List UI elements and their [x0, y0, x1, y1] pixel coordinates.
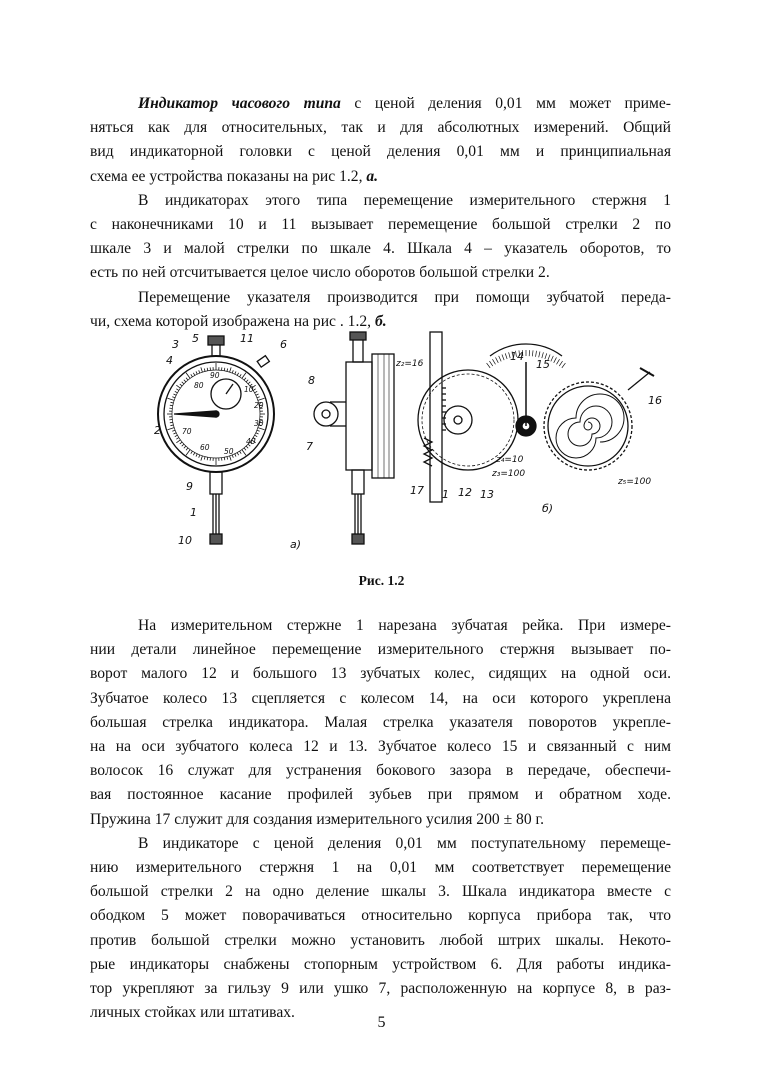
dial-tick — [232, 370, 233, 373]
dial-tick — [175, 391, 178, 392]
dial-tick — [242, 450, 246, 456]
dial-tick — [246, 380, 248, 382]
text-line: шкале 3 и малой стрелки по шкале 4. Шкала 4 – указатель оборотов, то — [90, 240, 671, 258]
scale-tick — [539, 351, 540, 357]
dial-tick — [173, 433, 176, 434]
svg-text:5: 5 — [192, 332, 199, 345]
dial-tick — [224, 368, 225, 371]
paragraph-3 — [90, 286, 671, 334]
dial-tick — [255, 391, 258, 392]
dial-tick — [248, 382, 250, 384]
dial-tick — [170, 422, 173, 423]
dial-tick — [244, 448, 246, 450]
svg-text:15: 15 — [536, 358, 550, 371]
big-pointer — [174, 411, 216, 417]
paragraph-2 — [90, 189, 671, 286]
dial-tick — [172, 430, 175, 431]
dial-tick — [186, 378, 188, 380]
dial-tick — [175, 435, 178, 436]
dial-tick — [204, 368, 205, 371]
dial-tick — [172, 397, 175, 398]
svg-text:6: 6 — [280, 338, 287, 351]
dial-tick — [237, 373, 238, 376]
svg-text:z₄=10: z₄=10 — [496, 455, 524, 465]
figure-ref: а. — [366, 167, 379, 185]
scale-tick — [562, 363, 566, 368]
dial-tick — [230, 456, 232, 461]
scale-tick — [487, 363, 491, 368]
scale-tick — [557, 359, 560, 364]
text-line: с наконечниками 10 и 11 вызывает перемещение большой стрелки 2 по — [90, 216, 671, 234]
dial-tick — [237, 453, 238, 456]
svg-text:z₅=100: z₅=100 — [618, 477, 652, 487]
svg-text:а): а) — [290, 538, 302, 551]
svg-text:б): б) — [542, 502, 554, 515]
dial-tick — [176, 385, 180, 388]
text-line: нии детали линейное перемещение измерительного стержня вызывает по- — [90, 641, 671, 659]
dial-tick — [246, 446, 248, 448]
svg-text:30: 30 — [254, 419, 264, 428]
paragraph-intro — [90, 92, 671, 189]
scale-tick — [532, 350, 533, 356]
text-line: Перемещение указателя производится при помощи зубчатой переда- — [138, 288, 671, 306]
text-line: вид индикаторной головки с ценой деления 0,01 мм и принципиальная — [90, 143, 671, 161]
dial-tick — [186, 450, 190, 456]
term-bold-italic: Индикатор часового типа — [138, 95, 341, 112]
paragraph-4 — [90, 614, 671, 832]
dial-tick — [230, 367, 232, 372]
scale-tick — [499, 356, 501, 361]
dial-tick — [204, 457, 205, 460]
svg-text:10: 10 — [244, 385, 254, 394]
text-line: против большой стрелки можно установить любой штрих шкалы. Некото- — [90, 931, 671, 949]
dial-tick — [191, 374, 193, 377]
svg-text:70: 70 — [182, 427, 192, 436]
text-line: Индикатор часового типа с ценой деления 0,01 мм может приме- — [138, 95, 671, 112]
dial-tick — [176, 438, 179, 440]
figure-ref: б. — [374, 312, 387, 330]
figure-caption: Рис. 1.2 — [358, 573, 405, 588]
svg-text:3: 3 — [172, 338, 179, 351]
dial-tick — [191, 451, 193, 454]
dial-tick — [193, 453, 194, 456]
svg-text:2: 2 — [154, 424, 161, 437]
svg-text:20: 20 — [254, 401, 264, 410]
dial-indicator-side-view — [314, 332, 394, 544]
dial-tick — [199, 370, 200, 373]
dial-tick — [184, 380, 186, 382]
scale-tick — [551, 356, 553, 361]
stop-device — [257, 356, 269, 367]
text-line: большая стрелка индикатора. Малая стрелка указателя поворотов укрепле- — [90, 713, 671, 731]
dial-tick — [240, 374, 242, 377]
dial-tick — [180, 384, 182, 386]
figure-labels — [154, 332, 662, 551]
svg-text:50: 50 — [224, 447, 234, 456]
text-line: няться как для относительных, так и для абсолютных измерений. Общий — [90, 119, 671, 137]
text-line: нию измерительного стержня 1 на 0,01 мм соответствует перемещение — [90, 859, 671, 877]
text-line: на на оси зубчатого колеса 12 и 13. Зубчатое колесо 15 и связанный с ним — [90, 738, 671, 756]
svg-text:90: 90 — [210, 371, 220, 380]
text-line: большой стрелки 2 на одно деление шкалы 3. Шкала индикатора вместе с — [90, 883, 671, 901]
dial-tick — [199, 455, 200, 458]
text-line: тор укрепляют за гильзу 9 или ушко 7, расположенную на корпусе 8, в раз- — [90, 980, 671, 998]
svg-text:1: 1 — [190, 506, 197, 519]
svg-text:7: 7 — [306, 440, 313, 453]
text-line: схема ее устройства показаны на рис 1.2, а. — [90, 167, 379, 185]
dial-tick — [256, 433, 259, 434]
dial-tick — [176, 440, 180, 443]
svg-text:z₃=100: z₃=100 — [492, 469, 526, 479]
dial-tick — [207, 368, 208, 371]
dial-tick — [240, 451, 242, 454]
scale-tick — [505, 353, 507, 359]
dial-tick — [176, 389, 179, 391]
svg-text:40: 40 — [246, 437, 256, 446]
svg-text:10: 10 — [178, 534, 192, 547]
dial-tick — [201, 456, 203, 461]
text-line: В индикаторе с ценой деления 0,01 мм поступательному перемеще- — [138, 834, 671, 852]
dial-tick — [224, 457, 225, 460]
svg-text:8: 8 — [308, 374, 315, 387]
text-block-top — [90, 92, 671, 334]
dial-tick — [184, 446, 186, 448]
svg-text:16: 16 — [648, 394, 662, 407]
dial-tick — [227, 457, 228, 460]
dial-tick — [186, 448, 188, 450]
svg-text:11: 11 — [240, 332, 254, 345]
text-line: На измерительном стержне 1 нарезана зубчатая рейка. При измере- — [138, 617, 671, 634]
scale-tick — [492, 359, 495, 364]
paragraph-5 — [90, 832, 671, 1026]
svg-text:80: 80 — [194, 381, 204, 390]
dial-tick — [182, 444, 184, 446]
figure-indicator-drawing — [140, 328, 660, 556]
text-line: вая постоянное касание профилей зубьев при прямом и обратном ходе. — [90, 786, 671, 804]
page-number: 5 — [377, 1014, 386, 1031]
svg-text:12: 12 — [458, 486, 472, 499]
dial-tick — [182, 382, 184, 384]
dial-tick — [193, 373, 194, 376]
scale-tick — [559, 361, 562, 366]
dial-tick — [256, 394, 259, 395]
dial-indicator-front-view — [158, 336, 274, 544]
dial-tick — [167, 428, 174, 430]
dial-tick — [196, 371, 197, 374]
text-line: Зубчатое колесо 13 сцепляется с колесом 14, на оси которого укреплена — [90, 689, 671, 707]
text-line: чи, схема которой изображена на рис . 1.2, б. — [90, 312, 387, 330]
dial-tick — [242, 373, 246, 379]
dial-tick — [257, 397, 260, 398]
dial-tick — [196, 454, 197, 457]
dial-tick — [257, 430, 260, 431]
svg-text:4: 4 — [166, 354, 173, 367]
svg-text:14: 14 — [510, 350, 524, 363]
svg-text:9: 9 — [186, 480, 193, 493]
text-line: В индикаторах этого типа перемещение измерительного стержня 1 — [138, 191, 671, 209]
text-line: волосок 16 служат для устранения бокового зазора в передаче, обеспечи- — [90, 762, 671, 780]
dial-tick — [167, 398, 174, 400]
dial-tick — [207, 457, 208, 460]
scale-tick — [496, 357, 499, 362]
svg-text:17: 17 — [410, 484, 424, 497]
scale-tick — [489, 361, 492, 366]
dial-tick — [186, 373, 190, 379]
dial-tick — [170, 405, 173, 406]
svg-text:60: 60 — [200, 443, 210, 452]
dial-tick — [173, 394, 176, 395]
dial-tick — [201, 367, 203, 372]
text-line: ободком 5 может поворачиваться относительно корпуса прибора так, что — [90, 907, 671, 925]
text-line: есть по ней отсчитывается целое число оборотов большой стрелки 2. — [90, 264, 550, 282]
dial-tick — [244, 378, 246, 380]
dial-tick — [170, 402, 173, 403]
svg-text:z₂=16: z₂=16 — [396, 359, 424, 369]
dial-tick — [235, 454, 236, 457]
scale-tick — [536, 351, 537, 357]
text-block-bottom — [90, 614, 671, 1025]
text-line: Пружина 17 служит для создания измерительного усилия 200 ± 80 г. — [90, 810, 545, 828]
dial-tick — [170, 425, 173, 426]
svg-text:1: 1 — [442, 488, 449, 501]
text-line: рые индикаторы снабжены стопорным устройством 6. Для работы индика- — [90, 955, 671, 973]
text-line: личных стойках или штативах. — [90, 1004, 295, 1022]
svg-text:13: 13 — [480, 488, 494, 501]
dial-tick — [227, 368, 228, 371]
dial-tick — [180, 442, 182, 444]
text-line: ворот малого 12 и большого 13 зубчатых колес, сидящих на одной оси. — [90, 665, 671, 683]
scale-tick — [554, 357, 557, 362]
scale-tick — [502, 355, 504, 361]
dial-tick — [235, 371, 236, 374]
